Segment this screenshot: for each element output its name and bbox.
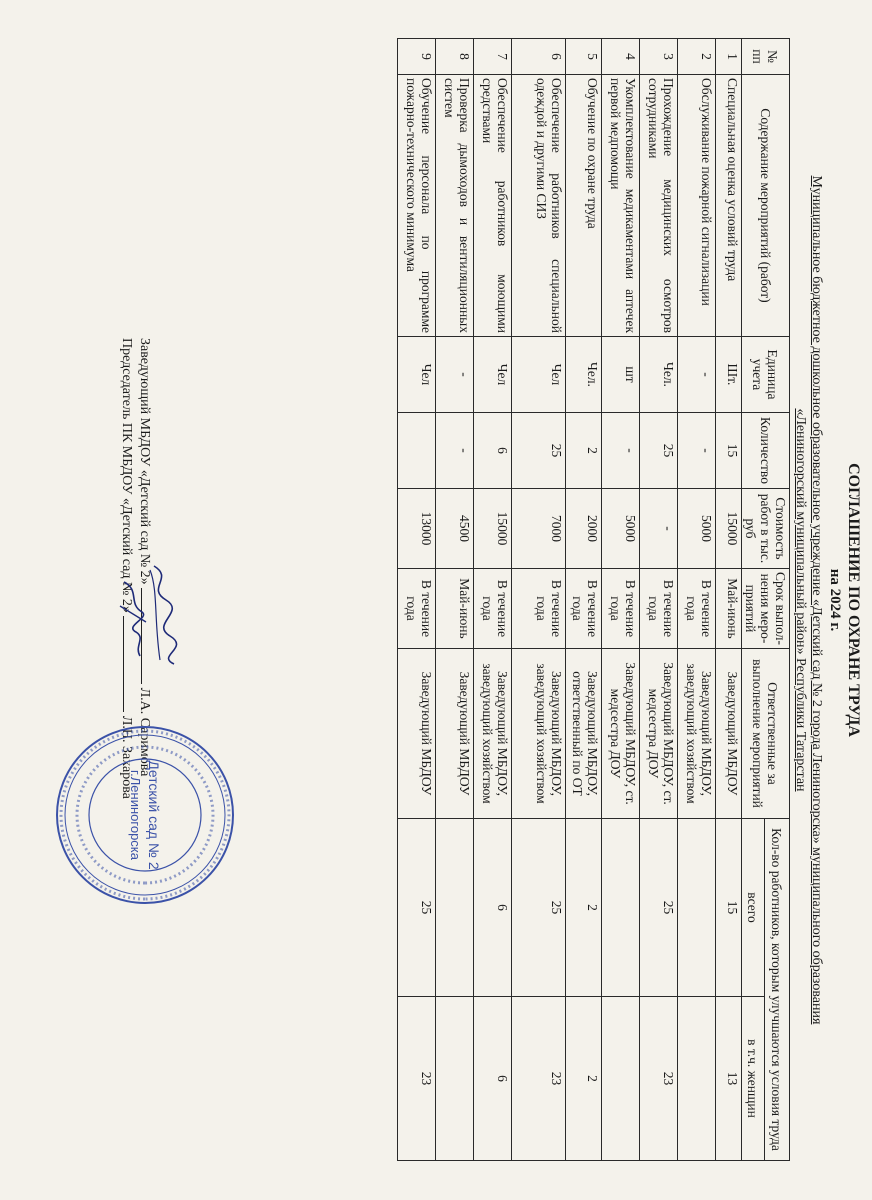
- cell-num: 4: [602, 39, 640, 75]
- organization-name-line2: «Лениногорский муниципальный район» Республики Татарстан: [793, 408, 808, 792]
- cell-workers-total: [602, 819, 640, 997]
- signature-head-name: Л.А. Саримова: [137, 687, 152, 777]
- cell-responsible: Заведующий МБДОУ, заведующий хозяйством: [512, 649, 566, 819]
- cell-content: Специальная оценка условий труда: [716, 75, 742, 337]
- cell-term: В течение года: [678, 569, 716, 649]
- header-content: Содержание мероприятий (работ): [742, 75, 790, 337]
- cell-num: 3: [640, 39, 678, 75]
- stamp-text-1: Детский сад № 2: [146, 760, 162, 870]
- cell-cost: 15000: [716, 489, 742, 569]
- signature-chair-name: Л.Н. Захарова: [119, 715, 134, 799]
- table-row: [512, 39, 566, 1161]
- table-row: [678, 39, 716, 1161]
- table-row: [602, 39, 640, 1161]
- table-row: [398, 39, 436, 1161]
- table-row: [640, 39, 678, 1161]
- cell-responsible: Заведующий МБДОУ: [716, 649, 742, 819]
- cell-unit: Чел: [474, 337, 512, 413]
- cell-workers-total: 25: [512, 819, 566, 997]
- cell-unit: Шт.: [716, 337, 742, 413]
- cell-workers-women: [436, 997, 474, 1161]
- cell-workers-women: 6: [474, 997, 512, 1161]
- cell-unit: Чел.: [566, 337, 602, 413]
- header-term: Срок выпол-нения меро-приятий: [742, 569, 790, 649]
- signature-head: [136, 338, 154, 776]
- cell-responsible: Заведующий МБДОУ, ответственный по ОТ: [566, 649, 602, 819]
- cell-num: 7: [474, 39, 512, 75]
- cell-cost: 4500: [436, 489, 474, 569]
- table-row: [716, 39, 742, 1161]
- header-cost: Стоимость работ в тыс. руб: [742, 489, 790, 569]
- cell-quantity: [398, 413, 436, 489]
- header-workers-group: Кол-во работников, которым улучшаются условия труда: [764, 819, 789, 1161]
- cell-workers-women: 2: [566, 997, 602, 1161]
- cell-workers-total: 15: [716, 819, 742, 997]
- cell-content: Обеспечение работников специальной одеждой и другими СИЗ: [512, 75, 566, 337]
- cell-content: Укомплектование медикаментами аптечек первой медпомощи: [602, 75, 640, 337]
- cell-content: Проверка дымоходов и вентиляционных систем: [436, 75, 474, 337]
- cell-num: 5: [566, 39, 602, 75]
- cell-cost: 5000: [602, 489, 640, 569]
- organization-stamp: [50, 720, 240, 910]
- cell-cost: 5000: [678, 489, 716, 569]
- cell-term: Май-июнь: [716, 569, 742, 649]
- cell-workers-women: 23: [512, 997, 566, 1161]
- cell-num: 6: [512, 39, 566, 75]
- header-unit: Единица учета: [742, 337, 790, 413]
- cell-content: Обеспечение работников моющими средствами: [474, 75, 512, 337]
- header-quantity: Количество: [742, 413, 790, 489]
- handwritten-signatures: [116, 560, 180, 670]
- cell-unit: Чел: [398, 337, 436, 413]
- table-row: [474, 39, 512, 1161]
- cell-num: 2: [678, 39, 716, 75]
- cell-workers-total: [678, 819, 716, 997]
- cell-quantity: -: [436, 413, 474, 489]
- cell-workers-women: 23: [398, 997, 436, 1161]
- document-title: СОГЛАШЕНИЕ ПО ОХРАНЕ ТРУДА: [845, 463, 862, 737]
- signature-chair-label: Председатель ПК МБДОУ «Детский сад № 2»: [119, 338, 134, 613]
- cell-cost: -: [640, 489, 678, 569]
- cell-workers-women: 23: [640, 997, 678, 1161]
- cell-quantity: 25: [640, 413, 678, 489]
- cell-workers-women: 13: [716, 997, 742, 1161]
- header-responsible: Ответственные за выполнение мероприятий: [742, 649, 790, 819]
- cell-cost: 13000: [398, 489, 436, 569]
- cell-content: Прохождение медицинских осмотров сотрудниками: [640, 75, 678, 337]
- cell-content: Обучение по охране труда: [566, 75, 602, 337]
- cell-term: В течение года: [566, 569, 602, 649]
- table-row: [436, 39, 474, 1161]
- cell-content: Обслуживание пожарной сигнализации: [678, 75, 716, 337]
- document-subtitle: на 2024 г.: [827, 568, 843, 632]
- signature-head-label: Заведующий МБДОУ «Детский сад № 2»: [137, 338, 152, 585]
- cell-workers-women: [678, 997, 716, 1161]
- header-workers-total: всего: [742, 819, 765, 997]
- cell-num: 8: [436, 39, 474, 75]
- cell-quantity: -: [602, 413, 640, 489]
- cell-quantity: 6: [474, 413, 512, 489]
- cell-term: В течение года: [512, 569, 566, 649]
- cell-workers-total: [436, 819, 474, 997]
- cell-cost: 15000: [474, 489, 512, 569]
- cell-quantity: 25: [512, 413, 566, 489]
- cell-content: Обучение персонала по программе пожарно-технического минимума: [398, 75, 436, 337]
- cell-unit: -: [678, 337, 716, 413]
- cell-cost: 2000: [566, 489, 602, 569]
- cell-responsible: Заведующий МБДОУ: [436, 649, 474, 819]
- cell-quantity: -: [678, 413, 716, 489]
- cell-term: В течение года: [640, 569, 678, 649]
- table-row: [566, 39, 602, 1161]
- cell-term: В течение года: [398, 569, 436, 649]
- cell-workers-total: 25: [398, 819, 436, 997]
- cell-responsible: Заведующий МБДОУ, ст. медсестра ДОУ: [602, 649, 640, 819]
- organization-name-line1: Муниципальное бюджетное дошкольное образовательное учреждение «Детский сад № 2 города Лениногорска» муниципального образования: [809, 175, 824, 1025]
- cell-term: Май-июнь: [436, 569, 474, 649]
- cell-workers-women: [602, 997, 640, 1161]
- cell-num: 9: [398, 39, 436, 75]
- cell-responsible: Заведующий МБДОУ, заведующий хозяйством: [678, 649, 716, 819]
- header-workers-women: в т.ч. женщин: [742, 997, 765, 1161]
- cell-cost: 7000: [512, 489, 566, 569]
- cell-unit: Чел: [512, 337, 566, 413]
- cell-num: 1: [716, 39, 742, 75]
- cell-quantity: 2: [566, 413, 602, 489]
- stamp-text-2: г.Лениногорска: [128, 770, 143, 860]
- measures-table: [397, 38, 790, 1161]
- cell-quantity: 15: [716, 413, 742, 489]
- cell-responsible: Заведующий МБДОУ, заведующий хозяйством: [474, 649, 512, 819]
- cell-responsible: Заведующий МБДОУ: [398, 649, 436, 819]
- cell-term: В течение года: [602, 569, 640, 649]
- cell-responsible: Заведующий МБДОУ, ст. медсестра ДОУ: [640, 649, 678, 819]
- cell-unit: Чел.: [640, 337, 678, 413]
- cell-unit: шт: [602, 337, 640, 413]
- cell-workers-total: 2: [566, 819, 602, 997]
- cell-workers-total: 6: [474, 819, 512, 997]
- cell-term: В течение года: [474, 569, 512, 649]
- cell-unit: -: [436, 337, 474, 413]
- header-num: № пп: [742, 39, 790, 75]
- cell-workers-total: 25: [640, 819, 678, 997]
